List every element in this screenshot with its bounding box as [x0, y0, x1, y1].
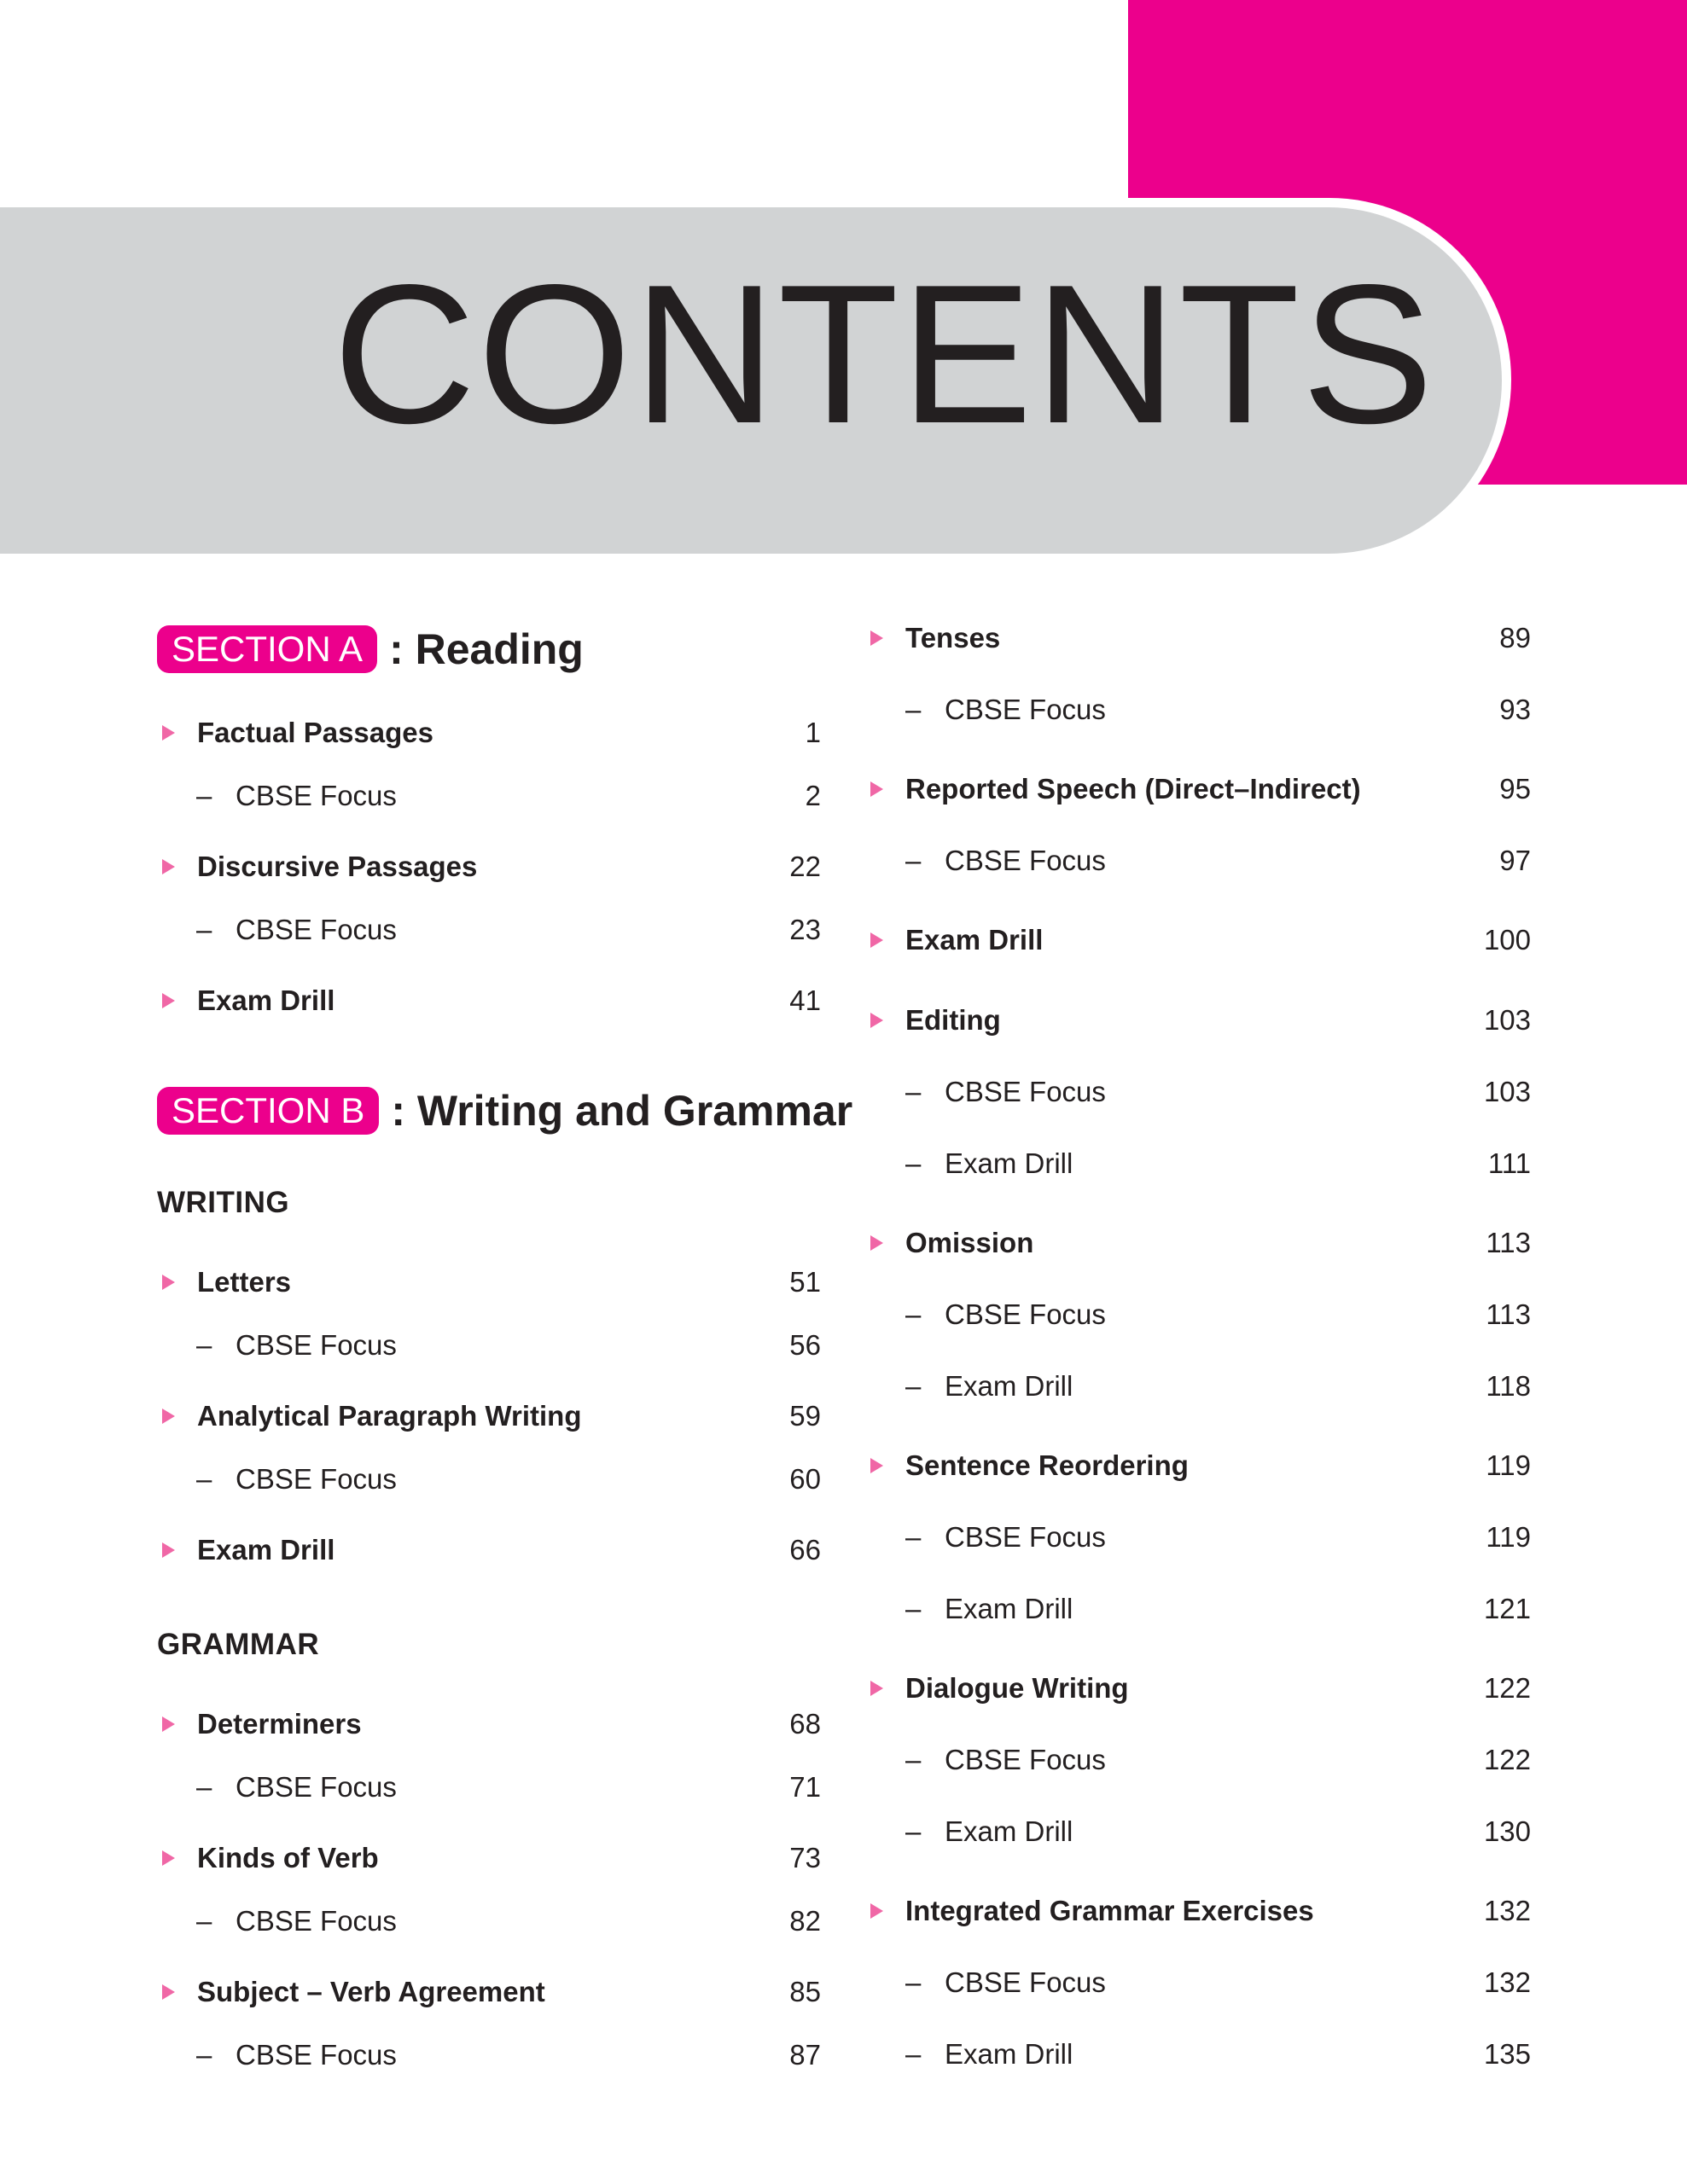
- toc-subentry-cbse-focus[interactable]: [905, 688, 1531, 731]
- entry-page: 73: [789, 1842, 821, 1873]
- entry-label: Analytical Paragraph Writing: [197, 1400, 582, 1432]
- toc-subentry-exam-drill[interactable]: [905, 1810, 1531, 1853]
- section-a-title: : Reading: [389, 625, 584, 673]
- entry-page: 41: [789, 985, 821, 1016]
- dash-bullet-icon: –: [905, 845, 922, 876]
- entry-page: 97: [1499, 845, 1531, 876]
- toc-subentry-cbse-focus[interactable]: [905, 839, 1531, 882]
- toc-subentry-exam-drill[interactable]: [905, 1142, 1531, 1185]
- dash-bullet-icon: –: [905, 1966, 922, 1998]
- entry-label: CBSE Focus: [236, 1329, 397, 1361]
- entry-label: Exam Drill: [945, 1815, 1073, 1847]
- section-b-title: : Writing and Grammar: [391, 1087, 853, 1135]
- dash-bullet-icon: –: [196, 1329, 212, 1361]
- entry-label: CBSE Focus: [236, 1463, 397, 1495]
- entry-page: 130: [1483, 1815, 1531, 1847]
- entry-page: 71: [789, 1771, 821, 1803]
- entry-page: 132: [1483, 1966, 1531, 1998]
- entry-label: Factual Passages: [197, 717, 433, 748]
- entry-label: CBSE Focus: [236, 1771, 397, 1803]
- toc-entry-reported-speech[interactable]: [870, 768, 1531, 810]
- entry-label: Determiners: [197, 1708, 362, 1740]
- entry-page: 95: [1499, 773, 1531, 804]
- entry-label: Reported Speech (Direct–Indirect): [905, 773, 1361, 804]
- triangle-bullet-icon: [870, 1235, 883, 1251]
- entry-label: Subject – Verb Agreement: [197, 1976, 545, 2007]
- entry-page: 103: [1483, 1076, 1531, 1107]
- toc-subentry-cbse-focus[interactable]: [905, 1071, 1531, 1113]
- entry-page: 111: [1487, 1147, 1531, 1179]
- dash-bullet-icon: –: [905, 1076, 922, 1107]
- dash-bullet-icon: –: [196, 1463, 212, 1495]
- toc-subentry-exam-drill[interactable]: [905, 1365, 1531, 1408]
- triangle-bullet-icon: [870, 1013, 883, 1028]
- entry-page: 22: [789, 851, 821, 882]
- toc-subentry-cbse-focus[interactable]: [905, 1961, 1531, 2004]
- entry-page: 93: [1499, 694, 1531, 725]
- entry-page: 1: [805, 717, 821, 748]
- dash-bullet-icon: –: [905, 2038, 922, 2070]
- entry-label: CBSE Focus: [945, 1076, 1106, 1107]
- entry-page: 66: [789, 1534, 821, 1565]
- triangle-bullet-icon: [870, 932, 883, 948]
- entry-label: CBSE Focus: [236, 914, 397, 945]
- dash-bullet-icon: –: [905, 1147, 922, 1179]
- toc-subentry-cbse-focus[interactable]: [905, 1516, 1531, 1559]
- triangle-bullet-icon: [870, 781, 883, 797]
- entry-page: 113: [1486, 1298, 1531, 1330]
- dash-bullet-icon: –: [196, 1771, 212, 1803]
- toc-subentry-exam-drill[interactable]: [905, 1588, 1531, 1630]
- entry-label: Exam Drill: [197, 985, 335, 1016]
- entry-page: 59: [789, 1400, 821, 1432]
- entry-label: Exam Drill: [945, 1370, 1073, 1402]
- entry-page: 113: [1486, 1227, 1531, 1258]
- entry-page: 82: [789, 1905, 821, 1937]
- grammar-heading: GRAMMAR: [157, 1628, 320, 1661]
- entry-label: Discursive Passages: [197, 851, 478, 882]
- entry-page: 121: [1483, 1593, 1531, 1624]
- toc-entry-editing[interactable]: [870, 999, 1531, 1042]
- section-b-badge: SECTION B: [157, 1087, 379, 1135]
- entry-label: Dialogue Writing: [905, 1672, 1129, 1704]
- entry-label: CBSE Focus: [945, 1521, 1106, 1553]
- dash-bullet-icon: –: [196, 2039, 212, 2071]
- entry-label: CBSE Focus: [945, 1298, 1106, 1330]
- section-a-badge: SECTION A: [157, 625, 377, 673]
- toc-subentry-cbse-focus[interactable]: [905, 1739, 1531, 1781]
- entry-page: 119: [1486, 1521, 1531, 1553]
- entry-label: Exam Drill: [945, 1147, 1073, 1179]
- entry-page: 68: [789, 1708, 821, 1740]
- toc-subentry-exam-drill[interactable]: [905, 2033, 1531, 2076]
- entry-page: 122: [1483, 1744, 1531, 1775]
- toc-subentry-cbse-focus[interactable]: [905, 1293, 1531, 1336]
- entry-label: Omission: [905, 1227, 1034, 1258]
- toc-entry-omission[interactable]: [870, 1222, 1531, 1264]
- entry-label: Exam Drill: [945, 2038, 1073, 2070]
- entry-label: CBSE Focus: [945, 1744, 1106, 1775]
- entry-label: CBSE Focus: [236, 2039, 397, 2071]
- dash-bullet-icon: –: [196, 914, 212, 945]
- entry-label: CBSE Focus: [236, 1905, 397, 1937]
- entry-page: 56: [789, 1329, 821, 1361]
- triangle-bullet-icon: [870, 1903, 883, 1919]
- entry-label: Sentence Reordering: [905, 1449, 1189, 1481]
- dash-bullet-icon: –: [196, 1905, 212, 1937]
- entry-label: Letters: [197, 1266, 292, 1298]
- entry-page: 103: [1483, 1004, 1531, 1036]
- dash-bullet-icon: –: [905, 1744, 922, 1775]
- entry-page: 119: [1486, 1449, 1531, 1481]
- entry-label: Kinds of Verb: [197, 1842, 379, 1873]
- entry-label: Exam Drill: [197, 1534, 335, 1565]
- toc-entry-exam-drill[interactable]: [870, 919, 1531, 961]
- dash-bullet-icon: –: [905, 1521, 922, 1553]
- entry-page: 122: [1483, 1672, 1531, 1704]
- dash-bullet-icon: –: [905, 1370, 922, 1402]
- writing-heading: WRITING: [157, 1186, 290, 1219]
- entry-page: 118: [1486, 1370, 1531, 1402]
- dash-bullet-icon: –: [905, 1593, 922, 1624]
- entry-page: 135: [1483, 2038, 1531, 2070]
- entry-label: CBSE Focus: [945, 694, 1106, 725]
- toc-entry-dialogue-writing[interactable]: [870, 1667, 1531, 1710]
- toc-entry-sentence-reordering[interactable]: [870, 1444, 1531, 1487]
- entry-label: Tenses: [905, 622, 1001, 653]
- entry-page: 51: [789, 1266, 821, 1298]
- page-title: CONTENTS: [333, 244, 1435, 465]
- entry-page: 100: [1483, 924, 1531, 956]
- dash-bullet-icon: –: [905, 694, 922, 725]
- toc-entry-tenses[interactable]: [870, 617, 1531, 659]
- dash-bullet-icon: –: [905, 1815, 922, 1847]
- dash-bullet-icon: –: [905, 1298, 922, 1330]
- entry-page: 132: [1483, 1895, 1531, 1926]
- triangle-bullet-icon: [870, 630, 883, 646]
- entry-label: Exam Drill: [905, 924, 1044, 956]
- entry-label: CBSE Focus: [945, 845, 1106, 876]
- triangle-bullet-icon: [870, 1681, 883, 1696]
- entry-label: Integrated Grammar Exercises: [905, 1895, 1314, 1926]
- entry-label: Editing: [905, 1004, 1001, 1036]
- entry-page: 2: [805, 780, 821, 811]
- toc-entry-integrated-grammar-exercises[interactable]: [870, 1890, 1531, 1932]
- entry-label: CBSE Focus: [236, 780, 397, 811]
- entry-label: Exam Drill: [945, 1593, 1073, 1624]
- entry-page: 87: [789, 2039, 821, 2071]
- entry-page: 85: [789, 1976, 821, 2007]
- entry-page: 60: [789, 1463, 821, 1495]
- entry-page: 89: [1499, 622, 1531, 653]
- entry-page: 23: [789, 914, 821, 945]
- dash-bullet-icon: –: [196, 780, 212, 811]
- triangle-bullet-icon: [870, 1458, 883, 1473]
- entry-label: CBSE Focus: [945, 1966, 1106, 1998]
